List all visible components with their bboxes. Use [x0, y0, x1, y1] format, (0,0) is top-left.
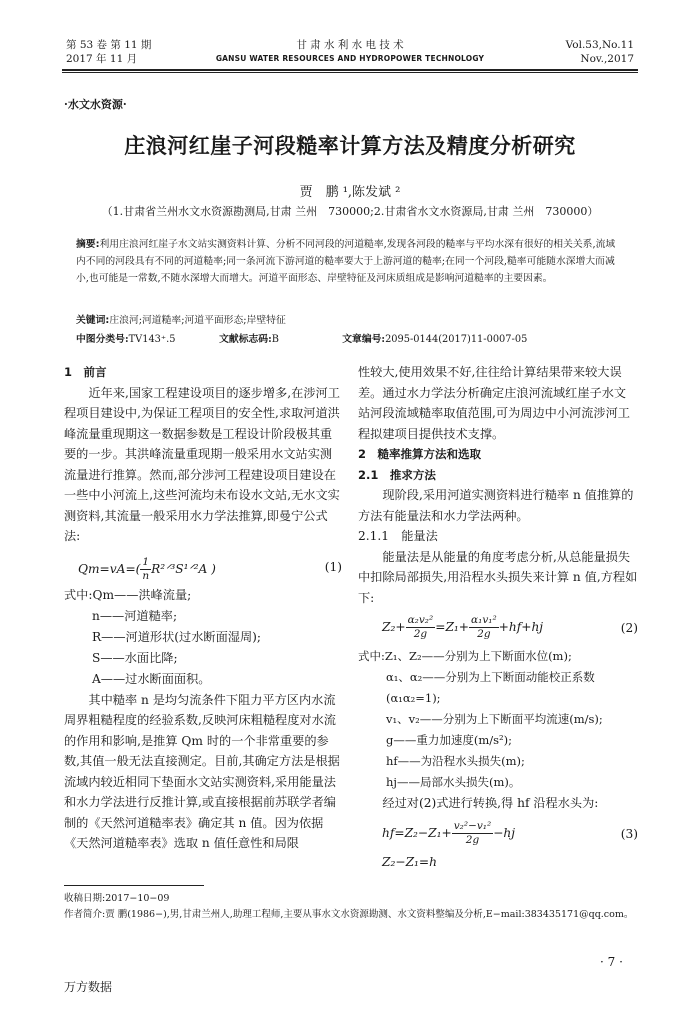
right-column: [358, 362, 638, 872]
footnote-received: 收稿日期:2017−10−09: [64, 893, 170, 904]
heading-method: 2 糙率推算方法和选取: [358, 447, 482, 461]
paragraph: 经过对(2)式进行转换,得 hf 沿程水头为:: [382, 796, 599, 810]
header-volume: 第 53 卷 第 11 期 2017 年 11 月: [66, 39, 152, 65]
heading-method-sub: 2.1 推求方法: [358, 467, 436, 482]
classification-meta: 中图分类号:TV143⁺.5 文献标志码:B 文章编号:2095-0144(2017)11-0007-05: [76, 334, 528, 345]
footnote-rule: [64, 885, 204, 886]
equation-3: hf=Z₂−Z₁+ $\frac{\text{v₂²−v₁²}}{2g}$ −hj (3): [382, 819, 638, 846]
paragraph: 近年来,国家工程建设项目的逐步增多,在涉河工程项目建设中,为保证工程项目的安全性,求取河道洪峰流量重现期这一数据参数是工程设计阶段极其重要的一步。其洪峰流量重现期一般采用水文站实测流量进行推算。然而,部分涉河工程建设项目建设在一些中小河流上,这些河流均未布设水文站,无水文实测资料,其流量一般采用水力学法推算,即曼宁公式法:: [64, 385, 340, 543]
definitions-2: 式中:Z₁、Z₂——分别为上下断面水位(m); α₁、α₂——分别为上下断面动能校正系数(α₁α₂=1); v₁、v₂——分别为上下断面平均流速(m/s); g——重力加速度(m/s²); hf——为沿程水头损失(m); hj——局部水头损失(m)。: [358, 649, 603, 789]
authors: 贾 鹏 ¹,陈发斌 ²: [299, 185, 401, 200]
section-label: ·水文水资源·: [64, 98, 127, 111]
footnote-author: 作者简介:贾 鹏(1986−),男,甘肃兰州人,助理工程师,主要从事水文水资源勘测、水文资料整编及分析,E−mail:383435171@qq.com。: [64, 909, 634, 920]
header-rule-thin: [62, 72, 638, 73]
definitions-1: 式中:Qm——洪峰流量; n——河道糙率; R——河道形状(过水断面湿周); S——水面比降; A——过水断面面积。: [64, 587, 262, 686]
watermark: 万方数据: [64, 980, 113, 994]
keywords: 关键词:庄浪河;河道糙率;河道平面形态;岸壁特征: [76, 315, 286, 326]
paragraph: 其中糙率 n 是均匀流条件下阻力平方区内水流周界粗糙程度的经验系数,反映河床粗糙程度对水流的作用和影响,是推算 Qm 时的一个非常重要的参数,其值一般无法直接测定。目前,其确定方法是根据流域内较近相同下垫面水文站实测资料,采用能量法和水力学法进行反推计算,或直接根据前苏联学者编制的《天然河道糙率表》确定其 n 值。因为依据《天然河道糙率表》选取 n 值任意性和局限: [64, 692, 340, 850]
paragraph: 能量法是从能量的角度考虑分析,从总能量损失中扣除局部损失,用沿程水头损失来计算 n 值,方程如下:: [358, 549, 638, 605]
header-volume-en: Vol.53,No.11 Nov.,2017: [565, 39, 634, 65]
equation-1: Qm=vA=( $\frac{1}{n}$ R²ᐟ³S¹ᐟ²A ) (1): [78, 555, 342, 582]
page-number: · 7 ·: [600, 955, 623, 969]
paragraph: 性较大,使用效果不好,往往给计算结果带来较大误差。通过水力学法分析确定庄浪河流域红崖子水文站河段流域糙率取值范围,可为周边中小河流涉河工程拟建项目提供技术支撑。: [358, 365, 630, 441]
heading-intro: 1 前言: [64, 365, 107, 379]
header-journal: 甘 肃 水 利 水 电 技 术 GANSU WATER RESOURCES AND HYDROPOWER TECHNOLOGY: [215, 39, 485, 63]
paragraph: 现阶段,采用河道实测资料进行糙率 n 值推算的方法有能量法和水力学法两种。: [358, 488, 634, 523]
heading-energy: 2.1.1 能量法: [358, 529, 438, 543]
affiliation: （1.甘肃省兰州水文水资源勘测局,甘肃 兰州 730000;2.甘肃省水文水资源局,甘肃 兰州 730000）: [101, 205, 599, 218]
equation-2: Z₂+ $\frac{\text{α₂v₂²}}{2g}$ =Z₁+ $\frac{\text{α₁v₁²}}{2g}$ +hf+hj (2): [382, 614, 638, 640]
equation-4: Z₂−Z₁=h: [382, 854, 437, 869]
left-column: [64, 362, 342, 854]
abstract: 摘要:利用庄浪河红崖子水文站实测资料计算、分析不同河段的河道糙率,发现各河段的糙率与平均水深有很好的相关关系,流域内不同的河段具有不同的河道糙率;同一条河流下游河道的糙率要大于上游河道的糙率;在同一个河段,糙率可能随水深增大而减小,也可能是一常数,不随水深增大而增大。河道平面形态、岸壁特征及河床质组成是影响河道糙率的主要因素。: [76, 239, 616, 284]
header-rule: [62, 69, 638, 71]
paper-title: 庄浪河红崖子河段糙率计算方法及精度分析研究: [124, 134, 576, 158]
